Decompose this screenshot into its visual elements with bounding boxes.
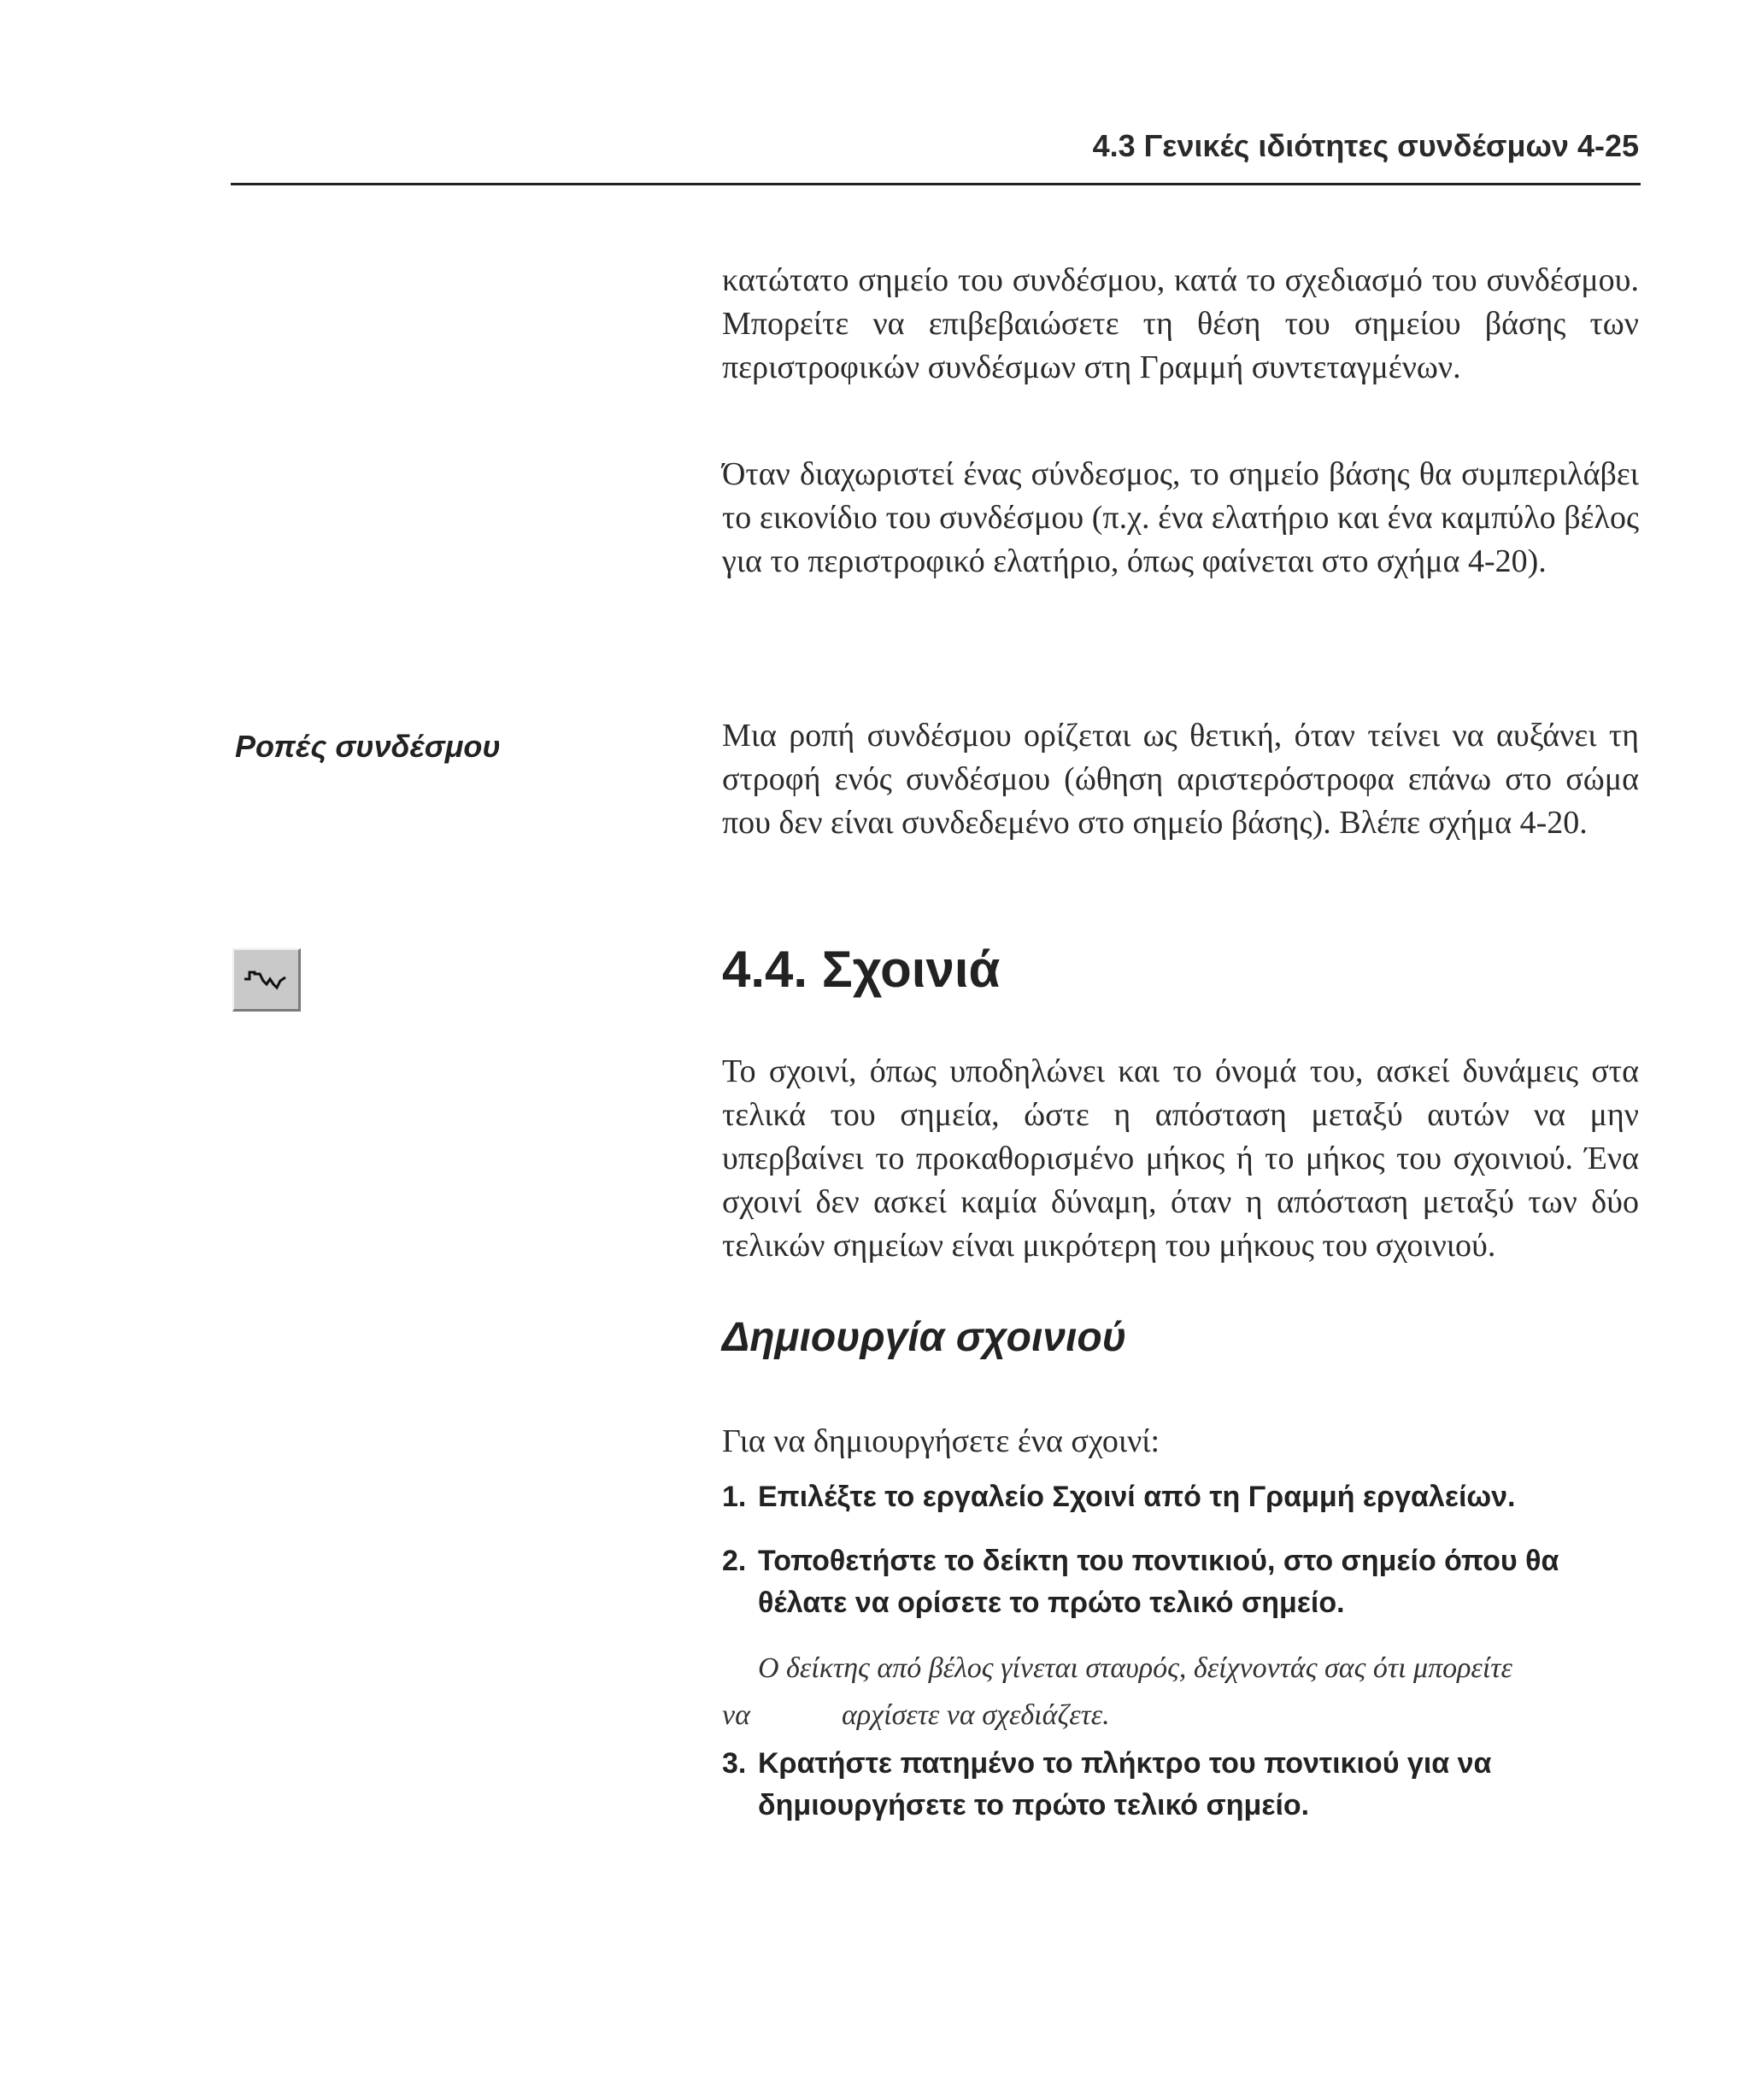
paragraph-joint-torque: Μια ροπή συνδέσμου ορίζεται ως θετική, όταν τείνει να αυξάνει τη στροφή ενός συνδέσμου (ώθηση αριστερόστροφα επάνω στο σώμα που δεν είναι συνδεδεμένο στο σημείο βάσης). Βλέπε σχήμα 4-20. <box>722 718 1639 841</box>
note-lead: να <box>722 1699 750 1731</box>
rope-glyph-icon <box>241 962 292 996</box>
page-header <box>231 121 1641 185</box>
step-text: Επιλέξτε το εργαλείο Σχοινί από τη Γραμμή εργαλείων. <box>758 1481 1516 1513</box>
note-line-2: αρχίσετε να σχεδιάζετε. <box>842 1699 1110 1731</box>
step-text: Κρατήστε πατημένο το πλήκτρο του ποντικιού για να δημιουργήσετε το πρώτο τελικό σημείο. <box>758 1747 1492 1821</box>
step-number: 2. <box>722 1545 747 1577</box>
rope-tool-icon <box>232 948 301 1012</box>
section-title: 4.4. Σχοινιά <box>722 941 1001 998</box>
paragraph-split-joint: Όταν διαχωριστεί ένας σύνδεσμος, το σημείο βάσης θα συμπεριλάβει το εικονίδιο του συνδέσμου (π.χ. ένα ελατήριο και ένα καμπύλο βέλος για το περιστροφικό ελατήριο, όπως φαίνεται στο σχήμα 4-20). <box>722 456 1639 579</box>
step-text: Τοποθετήστε το δείκτη του ποντικιού, στο σημείο όπου θα θέλατε να ορίσετε το πρώτο τελικό σημείο. <box>758 1545 1559 1619</box>
paragraph-rope-intro: Το σχοινί, όπως υποδηλώνει και το όνομά του, ασκεί δυνάμεις στα τελικά του σημεία, ώστε η απόσταση μεταξύ αυτών να μην υπερβαίνει το προκαθορισμένο μήκος ή το μήκος του σχοινιού. Ένα σχοινί δεν ασκεί καμία δύναμη, όταν η απόσταση μεταξύ των δύο τελικών σημείων είναι μικρότερη του μήκους του σχοινιού. <box>722 1053 1639 1264</box>
step-number: 1. <box>722 1481 747 1513</box>
side-heading-joint-torques: Ροπές συνδέσμου <box>235 729 501 764</box>
paragraph-base-point: κατώτατο σημείο του συνδέσμου, κατά το σχεδιασμό του συνδέσμου. Μπορείτε να επιβεβαιώσετε τη θέση του σημείου βάσης των περιστροφικών συνδέσμων στη Γραμμή συντεταγμένων. <box>722 262 1639 385</box>
subsection-title: Δημιουργία σχοινιού <box>722 1315 1127 1360</box>
note-line-1: Ο δείκτης από βέλος γίνεται σταυρός, δείχνοντάς σας ότι μπορείτε <box>758 1652 1512 1684</box>
step-number: 3. <box>722 1747 747 1780</box>
running-title: 4.3 Γενικές ιδιότητες συνδέσμων 4-25 <box>1092 128 1639 163</box>
paragraph-create-rope: Για να δημιουργήσετε ένα σχοινί: <box>722 1423 1160 1459</box>
